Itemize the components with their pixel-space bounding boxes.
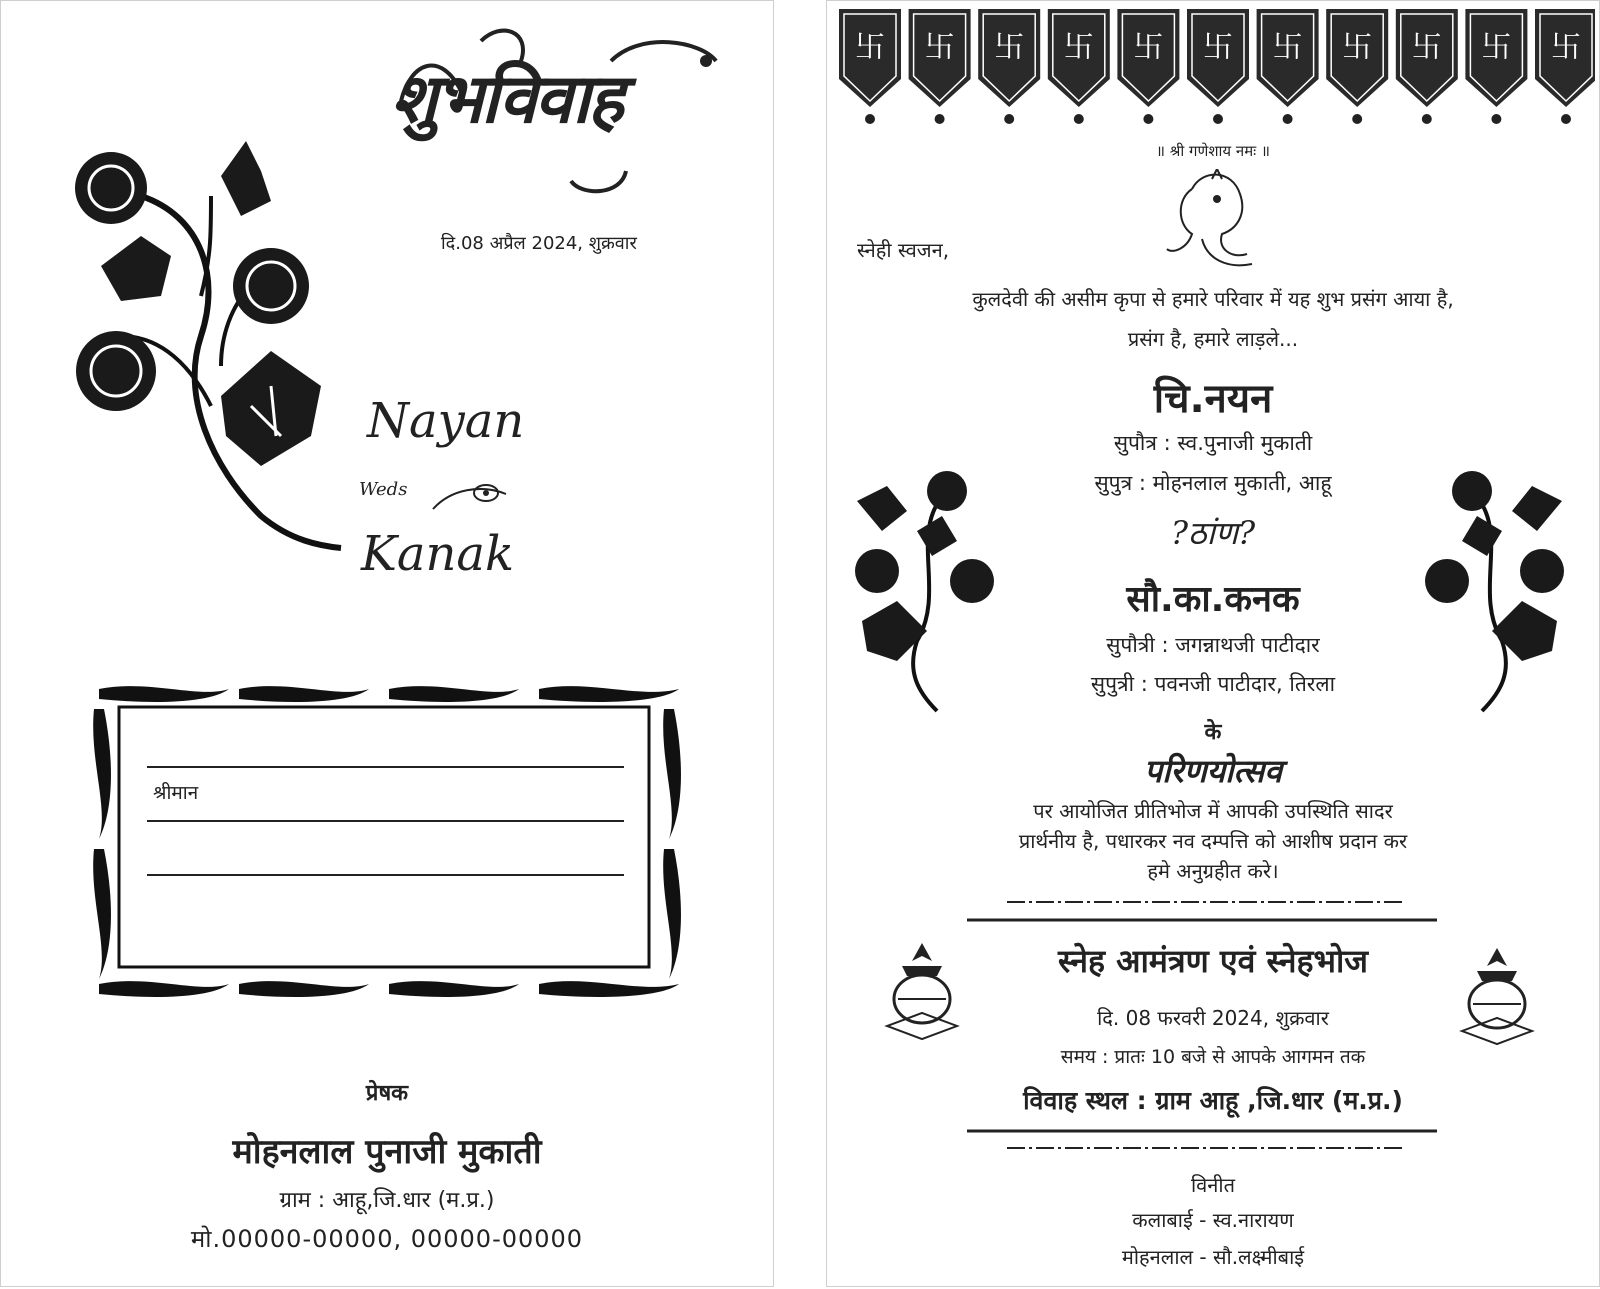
event-name: परिणयोत्सव [1143,752,1283,790]
swastika-icon: 卐 [1063,30,1094,65]
bride-name: सौ.का.कनक [1126,579,1300,620]
bride-granddaughter-of: सुपौत्री : जगन्नाथजी पाटीदार [1106,633,1320,657]
event-time: समय : प्रातः 10 बजे से आपके आगमन तक [1060,1046,1366,1068]
sender-label: प्रेषक [365,1081,409,1106]
divider-bottom [962,1126,1442,1156]
toran-flag [1048,9,1110,124]
shubh-vivah-heading: शुभविवाह [391,59,622,139]
toran-flag [1187,9,1249,124]
floral-branch-icon [61,136,361,566]
greeting: स्नेही स्वजन, [857,238,950,262]
toran-flag [1535,9,1595,124]
address-box-frame [89,679,689,1004]
bride-daughter-of: सुपुत्री : पवनजी पाटीदार, तिरला [1090,672,1336,696]
divider-top [962,896,1442,926]
swastika-icon: 卐 [1203,30,1233,65]
swastika-icon: 卐 [1342,30,1373,65]
peacock-feather-icon [431,479,511,519]
address-label: श्रीमान [153,782,199,804]
toran-flag [1117,9,1179,124]
ganesha-icon [1162,169,1262,274]
bride-name-script: Kanak [361,526,515,582]
groom-son-of: सुपुत्र : मोहनलाल मुकाती, आहू [1094,471,1332,495]
swastika-icon: 卐 [1272,30,1303,65]
event-date: दि. 08 फरवरी 2024, शुक्रवार [1097,1006,1329,1030]
toran-flag [1257,9,1319,124]
sender-address: ग्राम : आहू,जि.धार (म.प्र.) [279,1188,495,1213]
heading-flourish [381,21,741,201]
swastika-icon: 卐 [855,30,885,65]
sender-phone: मो.00000-00000, 00000-00000 [190,1225,584,1253]
toran-flag [978,9,1040,124]
toran-flag [1465,9,1527,124]
toran-flag [1326,9,1388,124]
closing-line-1: कलाबाई - स्व.नारायण [1132,1208,1294,1232]
invitation-card-panel [826,0,1600,1287]
swastika-icon: 卐 [924,30,955,65]
swastika-icon: 卐 [1481,30,1512,65]
swastika-icon: 卐 [1551,30,1581,65]
toran-flag [839,9,901,124]
invitation-date: दि.08 अप्रैल 2024, शुक्रवार [441,233,637,254]
groom-grandson-of: सुपौत्र : स्व.पुनाजी मुकाती [1113,431,1313,455]
swastika-icon: 卐 [994,30,1025,65]
invocation: ॥ श्री गणेशाय नमः ॥ [1156,142,1270,160]
body-line-2: प्रार्थनीय है, पधारकर नव दम्पत्ति को आशीष प्रदान कर [1018,829,1408,853]
swastika-icon: 卐 [1411,30,1442,65]
toran-flag [1396,9,1458,124]
ke-text: के [1204,720,1222,745]
toran-svg [835,9,1595,129]
section-title: स्नेह आमंत्रण एवं स्नेहभोज [1057,942,1369,980]
venue: विवाह स्थल : ग्राम आहू ,जि.धार (म.प्र.) [1023,1086,1403,1115]
toran-flag [909,9,971,124]
weds-script: Weds [359,479,408,500]
intro-line-2: प्रसंग है, हमारे लाड़ले... [1127,327,1299,351]
toran-banner [835,9,1595,129]
body-line-3: हमे अनुग्रहीत करे। [1147,859,1279,883]
connector: ?ठांण? [1170,514,1256,552]
left-floral-icon [847,471,997,721]
groom-name: चि.नयन [1153,376,1273,422]
groom-name-script: Nayan [367,393,525,449]
envelope-panel [0,0,774,1287]
right-floral-icon [1422,471,1572,721]
swastika-icon: 卐 [1133,30,1164,65]
body-line-1: पर आयोजित प्रीतिभोज में आपकी उपस्थिति सादर [1033,799,1393,823]
intro-line-1: कुलदेवी की असीम कृपा से हमारे परिवार में यह शुभ प्रसंग आया है, [972,287,1454,311]
sender-name: मोहनलाल पुनाजी मुकाती [232,1132,542,1172]
closing-line-2: मोहनलाल - सौ.लक्ष्मीबाई [1121,1245,1305,1269]
closing-label: विनीत [1191,1173,1235,1197]
